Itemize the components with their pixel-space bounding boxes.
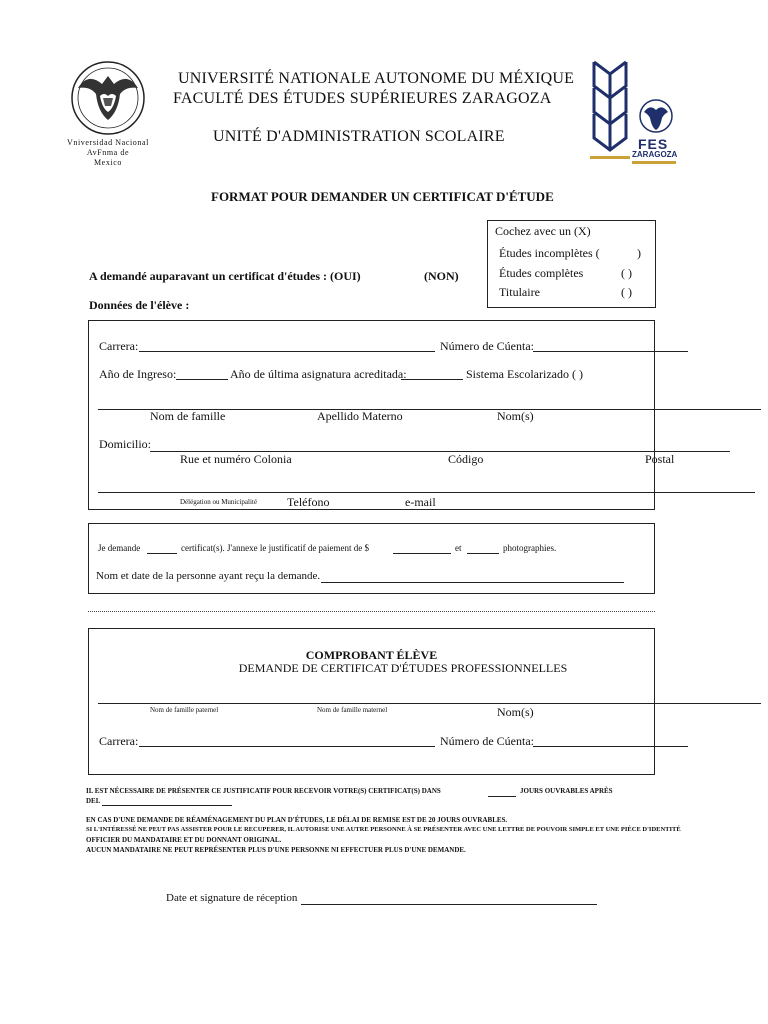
fes-tower-icon (588, 58, 632, 162)
certificats-label: certificat(s). J'annexe le justificatif de paiement de $ (181, 543, 370, 553)
unam-seal-line3: Mexico (93, 158, 123, 167)
receipt-cuenta-field[interactable] (533, 746, 688, 747)
fes-zaragoza-logo (588, 58, 678, 166)
noms-caption: Nom(s) (497, 409, 534, 423)
header-university: UNIVERSITÉ NATIONALE AUTONOME DU MÉXIQUE (178, 70, 575, 87)
note-days-field[interactable] (488, 796, 516, 797)
request-box (88, 523, 655, 594)
telefono-caption: Teléfono (287, 495, 330, 509)
header-unit: UNITÉ D'ADMINISTRATION SCOLAIRE (213, 128, 505, 145)
unam-seal-line1: Vniversidad Nacional (67, 138, 149, 147)
option-incompletes-close: ) (637, 246, 641, 260)
delegation-caption: Délégation ou Municipalité (180, 498, 257, 506)
email-caption: e-mail (405, 495, 436, 509)
unam-eagle-icon (56, 58, 160, 136)
fes-shield-icon (638, 98, 674, 136)
nom-famille-caption: Nom de famille (150, 409, 226, 423)
signature-field[interactable] (301, 904, 597, 905)
receipt-cuenta-label: Número de Cúenta: (440, 734, 534, 748)
codigo-caption: Código (448, 452, 484, 466)
note-officer: OFFICIER DU MANDATAIRE ET DU DONNANT ORIGINAL. (86, 836, 282, 844)
postal-caption: Postal (645, 452, 675, 466)
numero-cuenta-label: Número de Cúenta: (440, 339, 534, 353)
option-incompletes[interactable]: Études incomplètes ( (499, 246, 600, 260)
note-date-field[interactable] (102, 805, 232, 806)
unam-seal (56, 58, 160, 172)
ano-ingreso-field[interactable] (176, 379, 228, 380)
numero-cuenta-field[interactable] (533, 351, 688, 352)
photos-count-field[interactable] (467, 553, 499, 554)
receipt-carrera-label: Carrera: (99, 734, 139, 748)
receipt-title: COMPROBANT ÉLÈVE (305, 648, 438, 662)
apellido-materno-caption: Apellido Materno (317, 409, 403, 423)
nom-maternel-caption: Nom de famille maternel (317, 706, 388, 714)
carrera-field[interactable] (139, 351, 435, 352)
receipt-carrera-field[interactable] (139, 746, 435, 747)
student-data-label: Données de l'élève : (89, 298, 190, 312)
rue-caption: Rue et numéro Colonia (180, 452, 292, 466)
ano-ultima-label: Año de última asignatura acreditada: (230, 367, 407, 381)
previous-request-label: A demandé auparavant un certificat d'études : (OUI) (89, 269, 361, 283)
domicilio-label: Domicilio: (99, 437, 151, 451)
carrera-label: Carrera: (99, 339, 139, 353)
nom-date-field[interactable] (321, 582, 624, 583)
amount-field[interactable] (393, 553, 451, 554)
checkbox-heading: Cochez avec un (X) (495, 224, 591, 238)
quantity-field[interactable] (147, 553, 177, 554)
receipt-noms-caption: Nom(s) (497, 705, 534, 719)
cut-line (88, 611, 655, 612)
nom-paternel-caption: Nom de famille paternel (150, 706, 219, 714)
sistema-label[interactable]: Sistema Escolarizado ( ) (466, 367, 583, 381)
option-completes[interactable]: Études complètes (499, 266, 584, 280)
note-delivery-c: DEL (86, 797, 101, 805)
zaragoza-label: ZARAGOZA (632, 150, 678, 159)
receipt-subtitle: DEMANDE DE CERTIFICAT D'ÉTUDES PROFESSIONNELLES (238, 661, 568, 675)
delegation-field[interactable] (98, 492, 755, 493)
note-delivery-b: JOURS OUVRABLES APRÈS (520, 787, 613, 795)
option-completes-mark[interactable]: ( ) (621, 266, 632, 280)
option-titulaire-mark[interactable]: ( ) (621, 285, 632, 299)
previous-request-non[interactable]: (NON) (424, 269, 459, 283)
note-single-proxy: AUCUN MANDATAIRE NE PEUT REPRÉSENTER PLUS D'UNE PERSONNE NI EFFECTUER PLUS D'UNE DEMANDE. (86, 846, 466, 854)
receipt-name-field[interactable] (98, 703, 761, 704)
option-titulaire[interactable]: Titulaire (499, 285, 540, 299)
note-plan: EN CAS D'UNE DEMANDE DE RÉAMÉNAGEMENT DU PLAN D'ÉTUDES, LE DÉLAI DE REMISE EST DE 20 JOURS OUVRABLES. (86, 816, 508, 824)
ano-ultima-field[interactable] (401, 379, 463, 380)
je-demande-label: Je demande (98, 543, 141, 553)
ano-ingreso-label: Año de Ingreso: (99, 367, 177, 381)
unam-seal-line2: AvFnma de (86, 148, 130, 157)
signature-label: Date et signature de réception (166, 892, 298, 904)
note-proxy: SI L'INTÉRESSÉ NE PEUT PAS ASSISTER POUR LE RECUPERER, IL AUTORISE UNE AUTRE PERSONNE À SE PRÉSENTER AVEC UNE LETTRE DE POUVOIR SIMPLE ET UNE PIÈCE D'IDENTITÉ (86, 826, 681, 833)
note-delivery-a: IL EST NÉCESSAIRE DE PRÉSENTER CE JUSTIFICATIF POUR RECEVOIR VOTRE(S) CERTIFICAT(S) DANS (86, 787, 441, 795)
header-faculty: FACULTÉ DES ÉTUDES SUPÉRIEURES ZARAGOZA (173, 90, 552, 107)
et-label: et (455, 543, 462, 553)
fes-label: FES (638, 136, 669, 152)
nom-date-label: Nom et date de la personne ayant reçu la demande. (96, 570, 321, 582)
fes-gold-bar (632, 161, 676, 164)
form-title: FORMAT POUR DEMANDER UN CERTIFICAT D'ÉTUDE (211, 189, 554, 204)
photos-label: photographies. (503, 543, 557, 553)
